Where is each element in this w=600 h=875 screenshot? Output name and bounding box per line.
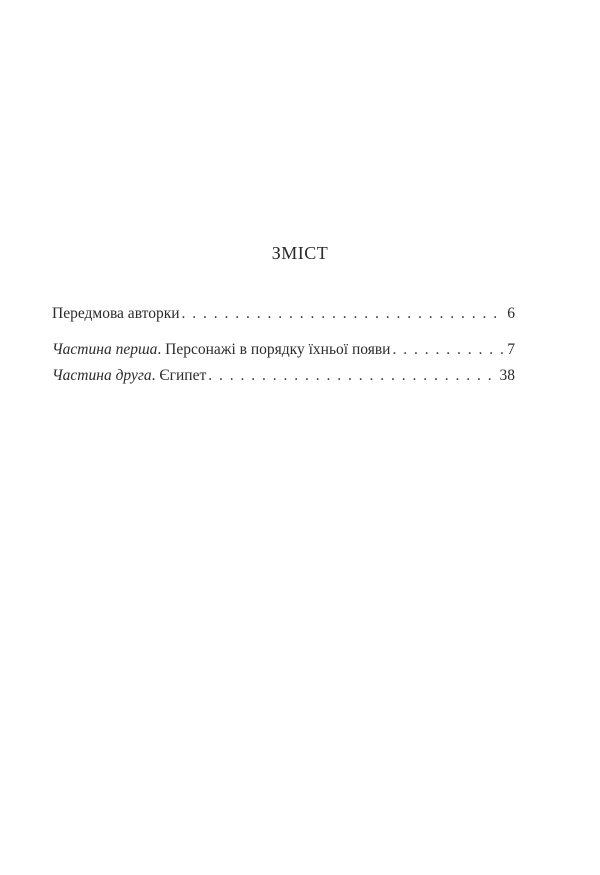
toc-entry-part-two[interactable] (52, 366, 515, 386)
toc-page-number: 7 (507, 341, 515, 358)
toc-entry-title-italic: Частина перша (52, 341, 158, 358)
toc-entry-title (52, 340, 390, 360)
page-title: ЗМІСТ (271, 243, 329, 263)
toc-entry-title-italic: Частина друга (52, 367, 152, 384)
dot-leader (182, 304, 506, 324)
toc-entry-preface[interactable] (52, 304, 515, 324)
toc-page-number: 38 (499, 367, 515, 384)
toc-entry-title-text: . Єгипет (151, 367, 207, 384)
toc-entry-title (52, 366, 206, 386)
toc-entry-title-text: Передмова авторки (52, 305, 180, 322)
dot-leader (392, 340, 505, 360)
dot-leader (208, 366, 497, 386)
toc-entry-part-one[interactable] (52, 340, 515, 360)
toc-entry-title-text: . Персонажі в порядку їхньої появи (157, 341, 391, 358)
toc-page-number: 6 (507, 305, 515, 322)
toc-entry-title (52, 304, 180, 324)
